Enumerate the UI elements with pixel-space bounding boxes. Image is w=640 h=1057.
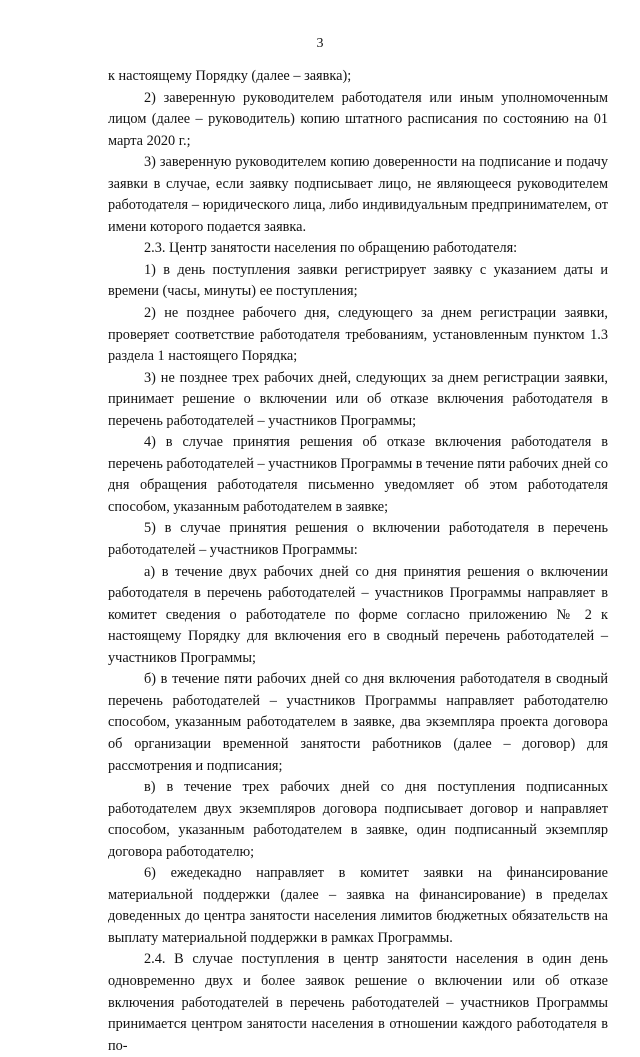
paragraph-compliance-check: 2) не позднее рабочего дня, следующего за днем регистрации заявки, проверяет соответствие работодателя требованиям, установленным пунктом 1.3 раздела 1 настоящего Порядка; (108, 305, 608, 365)
paragraph-inclusion-case: 5) в случае принятия решения о включении работодателя в перечень работодателей – участников Программы: (108, 520, 608, 559)
paragraph-subitem-a: а) в течение двух рабочих дней со дня принятия решения о включении работодателя в перечень работодателей – участников Программы направляет в комитет сведения о работодателе по форме согласно приложению № 2 к настоящему Порядку для включения его в сводный перечень работодателей – участников Программы; (108, 563, 608, 666)
paragraph-section-2-4: 2.4. В случае поступления в центр занятости населения в один день одновременно двух и более заявок решение о включении или об отказе включения работодателей в перечень работодателей – участников Программы принимается центром занятости населения в отношении каждого работодателя в по- (108, 951, 608, 1054)
paragraph-subitem-v: в) в течение трех рабочих дней со дня поступления подписанных работодателем двух экземпляров договора подписывает договор и направляет способом, указанным работодателем в заявке, один подписанный экземпляр договора работодателю; (108, 779, 608, 860)
paragraph-section-2-3: 2.3. Центр занятости населения по обращению работодателя: (144, 240, 518, 257)
document-body (108, 66, 608, 1057)
paragraph-application-form-continuation: к настоящему Порядку (далее – заявка); (108, 68, 352, 84)
paragraph-financing-requests: 6) ежедекадно направляет в комитет заявки на финансирование материальной поддержки (далее – заявка на финансирование) в пределах доведенных до центра занятости населения лимитов бюджетных обязательств на выплату материальной поддержки в рамках Программы. (108, 865, 608, 946)
paragraph-power-of-attorney: 3) заверенную руководителем копию доверенности на подписание и подачу заявки в случае, если заявку подписывает лицо, не являющееся руководителем работодателя – юридического лица, либо индивидуальным предпринимателем, от имени которого подается заявка. (108, 154, 608, 235)
paragraph-registration: 1) в день поступления заявки регистрирует заявку с указанием даты и времени (часы, минуты) ее поступления; (108, 261, 608, 300)
paragraph-refusal-notice: 4) в случае принятия решения об отказе включения работодателя в перечень работодателей – участников Программы в течение пяти рабочих дней со дня обращения работодателя письменно уведомляет об этом работодателя способом, указанным работодателем в заявке; (108, 434, 608, 515)
paragraph-staff-schedule: 2) заверенную руководителем работодателя или иным уполномоченным лицом (далее – руководитель) копию штатного расписания по состоянию на 01 марта 2020 г.; (108, 89, 608, 149)
paragraph-inclusion-decision: 3) не позднее трех рабочих дней, следующих за днем регистрации заявки, принимает решение о включении или об отказе включения работодателя в перечень работодателей – участников Программы; (108, 369, 608, 429)
paragraph-subitem-b: б) в течение пяти рабочих дней со дня включения работодателя в сводный перечень работодателей – участников Программы направляет работодателю способом, указанным работодателем в заявке, два экземпляра проекта договора об организации временной занятости работников (далее – договор) для рассмотрения и подписания; (108, 671, 608, 774)
page-number: 3 (316, 36, 324, 51)
